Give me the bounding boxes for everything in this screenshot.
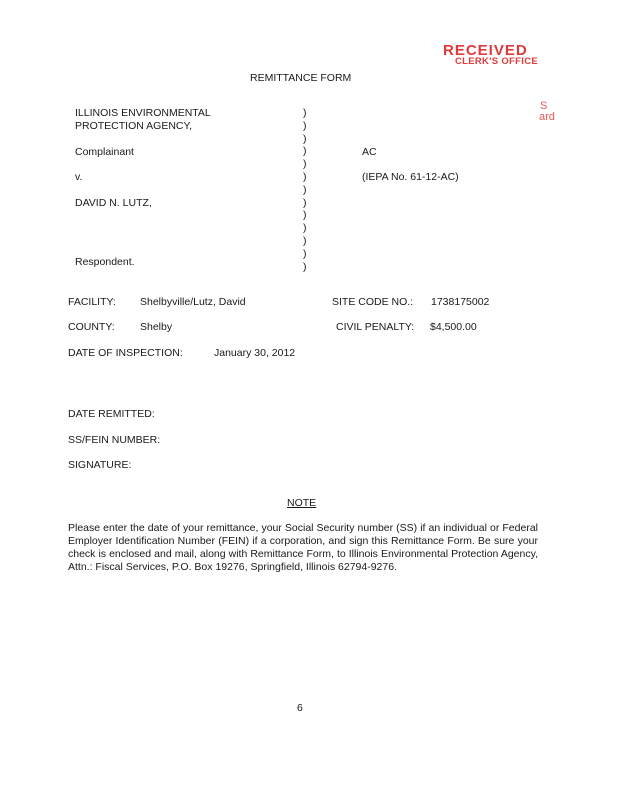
- page-title: REMITTANCE FORM: [250, 72, 352, 84]
- paren: ): [303, 247, 307, 260]
- paren: ): [303, 183, 307, 196]
- respondent-label: Respondent.: [75, 256, 135, 268]
- county-label: COUNTY:: [68, 321, 115, 333]
- respondent-name: DAVID N. LUTZ,: [75, 197, 152, 209]
- ssfein-number-label: SS/FEIN NUMBER:: [68, 434, 161, 446]
- county-value: Shelby: [140, 321, 173, 333]
- paren: ): [303, 170, 307, 183]
- complainant-name-line2: PROTECTION AGENCY,: [75, 120, 193, 132]
- note-body: Please enter the date of your remittance, your Social Security number (SS) if an individual or Federal Employer Identification Number (FEIN) if a corporation, and sign this Remittance Form. Be sure your check is enclosed and mail, along with Remittance Form, to Illinois Environmental Protection Agency, Attn.: Fiscal Services, P.O. Box 19276, Springfield, Illinois 62794-9276.: [68, 522, 538, 573]
- note-heading: NOTE: [287, 497, 317, 509]
- paren: ): [303, 119, 307, 132]
- paren: ): [303, 196, 307, 209]
- civil-penalty-value: $4,500.00: [430, 321, 477, 333]
- inspection-date-label: DATE OF INSPECTION:: [68, 347, 183, 359]
- complainant-label: Complainant: [75, 146, 134, 158]
- clerks-office-stamp: CLERK'S OFFICE: [455, 56, 538, 67]
- page-number: 6: [297, 702, 303, 714]
- facility-label: FACILITY:: [68, 296, 116, 308]
- civil-penalty-label: CIVIL PENALTY:: [336, 321, 415, 333]
- case-number: (IEPA No. 61-12-AC): [362, 171, 459, 183]
- versus-label: v.: [75, 171, 83, 183]
- paren: ): [303, 132, 307, 145]
- paren: ): [303, 158, 307, 171]
- site-code-value: 1738175002: [431, 296, 490, 308]
- paren: ): [303, 209, 307, 222]
- paren: ): [303, 234, 307, 247]
- paren: ): [303, 222, 307, 235]
- date-remitted-label: DATE REMITTED:: [68, 408, 155, 420]
- facility-value: Shelbyville/Lutz, David: [140, 296, 246, 308]
- site-code-label: SITE CODE NO.:: [332, 296, 414, 308]
- stamp-fragment-ard: ard: [539, 111, 555, 123]
- stamp-fragment-s: S: [540, 100, 548, 112]
- caption-parentheses: [303, 107, 311, 273]
- paren: ): [303, 145, 307, 158]
- paren: ): [303, 107, 307, 119]
- complainant-name-line1: ILLINOIS ENVIRONMENTAL: [75, 107, 211, 119]
- inspection-date-value: January 30, 2012: [214, 347, 296, 359]
- signature-label: SIGNATURE:: [68, 459, 132, 471]
- case-type: AC: [362, 146, 377, 158]
- received-stamp: RECEIVED: [443, 42, 528, 59]
- paren: ): [303, 260, 307, 273]
